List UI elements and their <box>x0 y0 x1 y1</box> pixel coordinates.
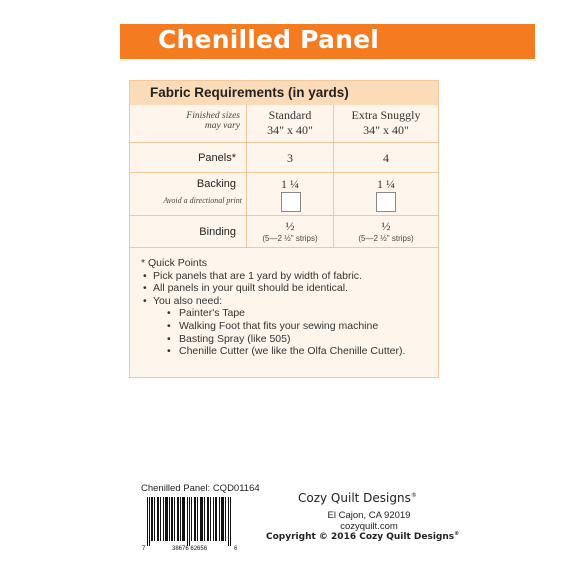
barcode-bars <box>147 497 231 546</box>
sub-list-item: • Basting Spray (like 505) <box>137 333 433 346</box>
barcode-number: 38676 62656 <box>172 546 208 552</box>
copyright <box>266 531 459 542</box>
grid-line <box>130 142 438 143</box>
grid-line <box>130 172 438 173</box>
product-code: Chenilled Panel: CQD01164 <box>141 483 260 494</box>
panels-extra-snuggly: 4 <box>383 151 389 165</box>
panel-header-title: Fabric Requirements (in yards) <box>150 85 349 100</box>
quick-points-heading: * Quick Points <box>141 257 207 269</box>
list-item: • You also need: <box>137 295 433 308</box>
sub-list-item: • Chenille Cutter (we like the Olfa Chenille Cutter). <box>137 345 433 358</box>
binding-standard-note: (5—2 ½" strips) <box>262 234 318 243</box>
binding-standard: ½ <box>285 219 295 233</box>
sizes-note-line2: may vary <box>204 121 240 131</box>
backing-note: Avoid a directional print <box>163 196 242 205</box>
copyright-mark: ® <box>454 531 460 537</box>
column-size: 34" x 40" <box>363 123 409 137</box>
binding-extra-snuggly-note: (5—2 ½" strips) <box>358 234 414 243</box>
grid-line <box>130 215 438 216</box>
backing-standard: 1 ¼ <box>281 177 299 191</box>
column-size: 34" x 40" <box>267 123 313 137</box>
binding-extra-snuggly: ½ <box>381 219 391 233</box>
title-banner <box>120 24 535 59</box>
address: El Cajon, CA 92019 <box>327 510 411 521</box>
sizes-note <box>136 111 240 131</box>
page-title: Chenilled Panel <box>158 25 380 54</box>
panel-header <box>130 81 438 105</box>
website: cozyquilt.com <box>340 521 398 532</box>
list-item: • All panels in your quilt should be identical. <box>137 282 433 295</box>
row-label-panels: Panels* <box>198 152 236 164</box>
row-label-backing: Backing <box>196 178 236 190</box>
backing-extra-snuggly-checkbox[interactable] <box>376 192 396 212</box>
brand-name <box>298 491 417 505</box>
quick-points <box>137 257 433 358</box>
column-extra-snuggly <box>334 108 438 138</box>
address-block <box>296 510 442 532</box>
copyright-text: Copyright © 2016 Cozy Quilt Designs <box>266 532 455 542</box>
grid-line <box>130 247 438 248</box>
brand-mark: ® <box>410 492 417 499</box>
barcode <box>141 497 239 552</box>
sub-list-item: • Painter's Tape <box>137 307 433 320</box>
sub-list-item: • Walking Foot that fits your sewing machine <box>137 320 433 333</box>
brand-text: Cozy Quilt Designs <box>298 491 411 505</box>
panels-standard: 3 <box>287 151 293 165</box>
barcode-tail-digit: 6 <box>234 546 238 552</box>
barcode-lead-digit: 7 <box>142 546 146 552</box>
backing-extra-snuggly: 1 ¼ <box>377 177 395 191</box>
column-standard <box>247 108 333 138</box>
column-name: Standard <box>268 108 312 122</box>
row-label-binding: Binding <box>199 226 236 238</box>
backing-standard-checkbox[interactable] <box>281 192 301 212</box>
list-item: • Pick panels that are 1 yard by width of fabric. <box>137 270 433 283</box>
column-name: Extra Snuggly <box>351 108 421 122</box>
sizes-note-line1: Finished sizes <box>186 111 240 121</box>
